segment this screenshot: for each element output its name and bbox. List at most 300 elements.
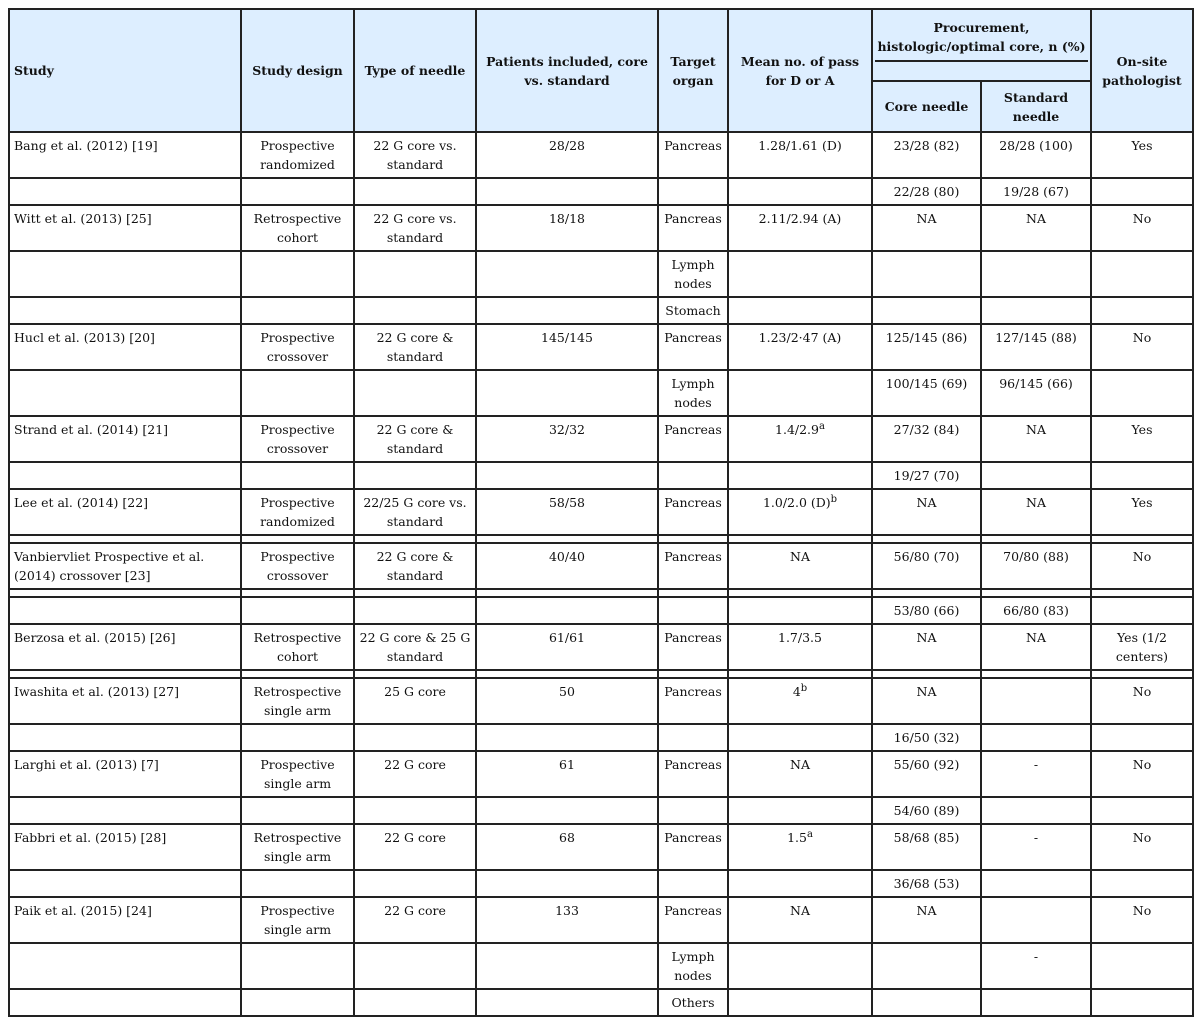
header-type-of-needle: Type of needle	[354, 9, 476, 132]
cell-standard-needle-text: NA	[1026, 211, 1046, 226]
cell-mean-passes-text: 1.5	[787, 830, 807, 845]
cell-type-of-needle-text: 22 G core & standard	[376, 549, 454, 583]
cell-target-organ-text: Pancreas	[664, 422, 722, 437]
cell-core-needle	[872, 132, 981, 178]
separator-cell	[981, 535, 1091, 543]
cell-study-design-text: Prospective crossover	[260, 549, 335, 583]
cell-target-organ-text: Pancreas	[664, 138, 722, 153]
cell-study-text: Berzosa et al. (2015) [26]	[14, 630, 176, 645]
cell-on-site-pathologist-text: No	[1132, 830, 1152, 845]
row-separator	[9, 589, 1193, 597]
table-row	[9, 870, 1193, 897]
cell-core-needle-text: 54/60 (89)	[893, 803, 960, 818]
cell-core-needle-text: 16/50 (32)	[893, 730, 960, 745]
cell-on-site-pathologist	[1091, 489, 1193, 535]
cell-on-site-pathologist	[1091, 462, 1193, 489]
cell-core-needle	[872, 897, 981, 943]
cell-target-organ-text: Pancreas	[664, 495, 722, 510]
cell-core-needle	[872, 724, 981, 751]
cell-study-design-text: Retrospective cohort	[253, 211, 342, 245]
cell-study	[9, 132, 241, 178]
cell-study-design	[241, 597, 354, 624]
cell-standard-needle	[981, 132, 1091, 178]
cell-target-organ-text: Lymph nodes	[671, 257, 715, 291]
cell-mean-passes	[728, 797, 872, 824]
cell-type-of-needle-text: 22 G core vs. standard	[373, 211, 457, 245]
cell-target-organ	[658, 489, 728, 535]
cell-study-design	[241, 678, 354, 724]
cell-mean-passes	[728, 178, 872, 205]
cell-type-of-needle	[354, 989, 476, 1016]
header-procurement	[872, 9, 1091, 81]
cell-on-site-pathologist	[1091, 251, 1193, 297]
cell-study	[9, 297, 241, 324]
cell-type-of-needle	[354, 943, 476, 989]
cell-core-needle-text: NA	[916, 211, 937, 226]
cell-core-needle	[872, 370, 981, 416]
cell-core-needle	[872, 205, 981, 251]
cell-standard-needle-text: NA	[1026, 422, 1046, 437]
cell-on-site-pathologist	[1091, 597, 1193, 624]
cell-type-of-needle-text: 22 G core vs. standard	[373, 138, 457, 172]
cell-target-organ	[658, 597, 728, 624]
cell-mean-passes	[728, 943, 872, 989]
cell-on-site-pathologist-text: Yes (1/2 centers)	[1115, 630, 1169, 664]
cell-type-of-needle	[354, 543, 476, 589]
cell-study	[9, 678, 241, 724]
cell-study-design	[241, 797, 354, 824]
row-separator	[9, 670, 1193, 678]
cell-study-text: Witt et al. (2013) [25]	[14, 211, 152, 226]
cell-study-design-text: Prospective crossover	[260, 422, 335, 456]
needle-comparison-table	[8, 8, 1194, 1017]
cell-standard-needle	[981, 870, 1091, 897]
cell-target-organ	[658, 251, 728, 297]
table-row	[9, 297, 1193, 324]
cell-study-design	[241, 943, 354, 989]
cell-standard-needle	[981, 462, 1091, 489]
cell-study	[9, 416, 241, 462]
cell-on-site-pathologist-text: No	[1132, 684, 1152, 699]
cell-core-needle	[872, 751, 981, 797]
cell-target-organ	[658, 797, 728, 824]
cell-core-needle-text: NA	[916, 903, 937, 918]
cell-standard-needle	[981, 251, 1091, 297]
cell-patients-included-text: 40/40	[548, 549, 586, 564]
cell-study-design	[241, 724, 354, 751]
cell-type-of-needle-text: 22 G core & standard	[376, 422, 454, 456]
cell-on-site-pathologist-text: No	[1132, 903, 1152, 918]
cell-standard-needle	[981, 751, 1091, 797]
cell-target-organ-text: Lymph nodes	[671, 949, 715, 983]
cell-standard-needle	[981, 597, 1091, 624]
table-row	[9, 324, 1193, 370]
header-standard-needle: Standard needle	[981, 81, 1091, 132]
cell-core-needle	[872, 251, 981, 297]
cell-patients-included	[476, 678, 658, 724]
cell-on-site-pathologist-text: Yes	[1131, 422, 1153, 437]
cell-mean-passes	[728, 597, 872, 624]
cell-core-needle	[872, 943, 981, 989]
cell-patients-included-text: 68	[559, 830, 575, 845]
cell-target-organ-text: Pancreas	[664, 903, 722, 918]
cell-patients-included	[476, 824, 658, 870]
cell-standard-needle	[981, 324, 1091, 370]
cell-on-site-pathologist	[1091, 178, 1193, 205]
cell-type-of-needle	[354, 462, 476, 489]
cell-study-design-text: Retrospective single arm	[253, 830, 342, 864]
cell-standard-needle-text: 28/28 (100)	[999, 138, 1073, 153]
cell-target-organ	[658, 132, 728, 178]
cell-study-design-text: Retrospective cohort	[253, 630, 342, 664]
cell-type-of-needle	[354, 297, 476, 324]
cell-core-needle-text: 36/68 (53)	[893, 876, 960, 891]
row-separator	[9, 535, 1193, 543]
cell-study-design	[241, 132, 354, 178]
cell-study-design-text: Prospective randomized	[260, 495, 335, 529]
cell-study	[9, 597, 241, 624]
cell-patients-included-text: 61/61	[548, 630, 586, 645]
cell-core-needle-text: 125/145 (86)	[885, 330, 968, 345]
cell-type-of-needle	[354, 178, 476, 205]
header-patients-included: Patients included, core vs. standard	[476, 9, 658, 132]
cell-target-organ	[658, 870, 728, 897]
cell-on-site-pathologist	[1091, 797, 1193, 824]
cell-study	[9, 989, 241, 1016]
cell-core-needle	[872, 678, 981, 724]
cell-core-needle-text: 19/27 (70)	[893, 468, 960, 483]
cell-mean-passes-text: 1.7/3.5	[778, 630, 822, 645]
cell-type-of-needle-text: 22 G core	[384, 830, 446, 845]
cell-target-organ-text: Pancreas	[664, 330, 722, 345]
table-row	[9, 943, 1193, 989]
cell-core-needle	[872, 416, 981, 462]
cell-core-needle	[872, 797, 981, 824]
cell-study	[9, 205, 241, 251]
separator-cell	[728, 535, 872, 543]
separator-cell	[476, 670, 658, 678]
cell-core-needle	[872, 462, 981, 489]
separator-cell	[241, 589, 354, 597]
cell-patients-included	[476, 132, 658, 178]
cell-mean-passes	[728, 989, 872, 1016]
cell-patients-included-text: 133	[555, 903, 579, 918]
cell-type-of-needle	[354, 324, 476, 370]
cell-core-needle	[872, 870, 981, 897]
footnote-marker: b	[830, 493, 838, 505]
cell-study-design	[241, 989, 354, 1016]
cell-mean-passes	[728, 251, 872, 297]
cell-patients-included-text: 28/28	[548, 138, 586, 153]
cell-study	[9, 943, 241, 989]
separator-cell	[354, 589, 476, 597]
cell-patients-included	[476, 489, 658, 535]
table-row	[9, 178, 1193, 205]
cell-study-design	[241, 751, 354, 797]
cell-study-text: Paik et al. (2015) [24]	[14, 903, 152, 918]
cell-study-design	[241, 543, 354, 589]
cell-target-organ-text: Pancreas	[664, 211, 722, 226]
cell-core-needle	[872, 989, 981, 1016]
cell-mean-passes-text: 1.23/2·47 (A)	[758, 330, 842, 345]
table-row	[9, 597, 1193, 624]
table-row	[9, 678, 1193, 724]
cell-on-site-pathologist-text: No	[1132, 757, 1152, 772]
cell-study	[9, 543, 241, 589]
separator-cell	[1091, 589, 1193, 597]
cell-target-organ-text: Lymph nodes	[671, 376, 715, 410]
table-row	[9, 205, 1193, 251]
cell-on-site-pathologist	[1091, 205, 1193, 251]
cell-core-needle	[872, 297, 981, 324]
cell-patients-included	[476, 897, 658, 943]
cell-on-site-pathologist	[1091, 897, 1193, 943]
cell-study	[9, 370, 241, 416]
cell-core-needle	[872, 324, 981, 370]
header-study-design: Study design	[241, 9, 354, 132]
cell-patients-included-text: 50	[559, 684, 575, 699]
cell-mean-passes	[728, 205, 872, 251]
cell-core-needle-text: 58/68 (85)	[893, 830, 960, 845]
cell-target-organ-text: Pancreas	[664, 830, 722, 845]
cell-core-needle	[872, 824, 981, 870]
separator-cell	[658, 535, 728, 543]
cell-study	[9, 797, 241, 824]
cell-standard-needle-text: -	[1033, 757, 1039, 772]
cell-mean-passes	[728, 678, 872, 724]
cell-study	[9, 324, 241, 370]
cell-patients-included	[476, 597, 658, 624]
footnote-marker: b	[800, 682, 808, 694]
cell-type-of-needle	[354, 678, 476, 724]
separator-cell	[9, 589, 241, 597]
cell-standard-needle	[981, 489, 1091, 535]
cell-mean-passes	[728, 624, 872, 670]
cell-on-site-pathologist-text: Yes	[1131, 495, 1153, 510]
cell-mean-passes	[728, 870, 872, 897]
cell-on-site-pathologist-text: No	[1132, 211, 1152, 226]
cell-patients-included	[476, 178, 658, 205]
cell-study-design	[241, 489, 354, 535]
cell-type-of-needle	[354, 205, 476, 251]
cell-standard-needle	[981, 205, 1091, 251]
cell-core-needle-text: 55/60 (92)	[893, 757, 960, 772]
table-header	[9, 9, 1193, 132]
cell-mean-passes-text: NA	[790, 757, 810, 772]
cell-patients-included	[476, 543, 658, 589]
cell-target-organ-text: Pancreas	[664, 684, 722, 699]
cell-target-organ	[658, 897, 728, 943]
cell-type-of-needle	[354, 597, 476, 624]
cell-patients-included-text: 32/32	[548, 422, 586, 437]
cell-target-organ	[658, 824, 728, 870]
cell-mean-passes	[728, 324, 872, 370]
cell-core-needle	[872, 597, 981, 624]
cell-type-of-needle	[354, 751, 476, 797]
cell-standard-needle	[981, 678, 1091, 724]
cell-study-design	[241, 178, 354, 205]
cell-study	[9, 178, 241, 205]
separator-cell	[981, 589, 1091, 597]
table-row	[9, 989, 1193, 1016]
cell-type-of-needle-text: 22 G core	[384, 757, 446, 772]
cell-patients-included-text: 18/18	[548, 211, 586, 226]
cell-patients-included	[476, 943, 658, 989]
cell-type-of-needle-text: 22/25 G core vs. standard	[363, 495, 467, 529]
table-row	[9, 543, 1193, 589]
cell-type-of-needle	[354, 797, 476, 824]
separator-cell	[9, 670, 241, 678]
cell-on-site-pathologist	[1091, 624, 1193, 670]
cell-patients-included	[476, 297, 658, 324]
cell-study	[9, 897, 241, 943]
cell-target-organ	[658, 751, 728, 797]
footnote-marker: a	[806, 828, 813, 840]
cell-study	[9, 751, 241, 797]
cell-on-site-pathologist	[1091, 989, 1193, 1016]
cell-patients-included	[476, 989, 658, 1016]
cell-type-of-needle-text: 22 G core	[384, 903, 446, 918]
cell-standard-needle-text: -	[1033, 830, 1039, 845]
cell-patients-included	[476, 324, 658, 370]
cell-on-site-pathologist	[1091, 943, 1193, 989]
table-row	[9, 751, 1193, 797]
cell-patients-included-text: 61	[559, 757, 575, 772]
cell-patients-included	[476, 462, 658, 489]
cell-study-text: Hucl et al. (2013) [20]	[14, 330, 155, 345]
separator-cell	[981, 670, 1091, 678]
cell-core-needle	[872, 178, 981, 205]
cell-patients-included	[476, 370, 658, 416]
cell-standard-needle	[981, 178, 1091, 205]
cell-target-organ	[658, 297, 728, 324]
cell-study-design	[241, 205, 354, 251]
cell-standard-needle-text: 66/80 (83)	[1003, 603, 1069, 618]
cell-mean-passes	[728, 897, 872, 943]
separator-cell	[241, 535, 354, 543]
cell-type-of-needle	[354, 416, 476, 462]
cell-core-needle-text: 27/32 (84)	[893, 422, 960, 437]
cell-core-needle-text: NA	[916, 630, 937, 645]
separator-cell	[9, 535, 241, 543]
cell-standard-needle	[981, 943, 1091, 989]
cell-target-organ	[658, 724, 728, 751]
cell-on-site-pathologist	[1091, 297, 1193, 324]
cell-on-site-pathologist	[1091, 824, 1193, 870]
separator-cell	[658, 670, 728, 678]
cell-on-site-pathologist	[1091, 132, 1193, 178]
cell-patients-included	[476, 751, 658, 797]
separator-cell	[354, 535, 476, 543]
header-core-needle: Core needle	[872, 81, 981, 132]
cell-standard-needle	[981, 416, 1091, 462]
cell-study-design-text: Prospective single arm	[260, 903, 335, 937]
cell-target-organ	[658, 324, 728, 370]
separator-cell	[1091, 670, 1193, 678]
cell-on-site-pathologist	[1091, 870, 1193, 897]
cell-study-design-text: Prospective single arm	[260, 757, 335, 791]
cell-standard-needle-text: 96/145 (66)	[999, 376, 1073, 391]
cell-standard-needle-text: 19/28 (67)	[1003, 184, 1069, 199]
table-row	[9, 897, 1193, 943]
cell-patients-included-text: 145/145	[541, 330, 593, 345]
cell-type-of-needle-text: 22 G core & 25 G standard	[359, 630, 471, 664]
cell-standard-needle-text: -	[1033, 949, 1039, 964]
cell-standard-needle-text: 127/145 (88)	[995, 330, 1077, 345]
cell-core-needle	[872, 489, 981, 535]
cell-on-site-pathologist	[1091, 678, 1193, 724]
cell-core-needle-text: 22/28 (80)	[893, 184, 960, 199]
cell-standard-needle	[981, 370, 1091, 416]
table-row	[9, 824, 1193, 870]
cell-study-text: Iwashita et al. (2013) [27]	[14, 684, 179, 699]
cell-target-organ-text: Pancreas	[664, 757, 722, 772]
cell-on-site-pathologist	[1091, 751, 1193, 797]
cell-type-of-needle	[354, 251, 476, 297]
cell-mean-passes	[728, 724, 872, 751]
cell-mean-passes	[728, 751, 872, 797]
cell-standard-needle-text: NA	[1026, 495, 1046, 510]
cell-mean-passes	[728, 132, 872, 178]
cell-mean-passes-text: 1.28/1.61 (D)	[758, 138, 842, 153]
cell-mean-passes	[728, 416, 872, 462]
cell-study-design-text: Prospective crossover	[260, 330, 335, 364]
cell-standard-needle	[981, 543, 1091, 589]
separator-cell	[872, 670, 981, 678]
header-on-site-pathologist: On-site pathologist	[1091, 9, 1193, 132]
cell-patients-included	[476, 205, 658, 251]
cell-mean-passes-text: 4	[792, 684, 801, 699]
cell-patients-included	[476, 251, 658, 297]
cell-on-site-pathologist	[1091, 416, 1193, 462]
cell-type-of-needle	[354, 824, 476, 870]
separator-cell	[728, 589, 872, 597]
cell-study-design	[241, 416, 354, 462]
cell-study-design	[241, 462, 354, 489]
cell-study-text: Larghi et al. (2013) [7]	[14, 757, 159, 772]
cell-type-of-needle-text: 22 G core & standard	[376, 330, 454, 364]
cell-study-design	[241, 251, 354, 297]
cell-study-text: Bang et al. (2012) [19]	[14, 138, 158, 153]
footnote-marker: a	[819, 420, 825, 432]
cell-target-organ	[658, 624, 728, 670]
separator-cell	[476, 589, 658, 597]
table-row	[9, 370, 1193, 416]
cell-on-site-pathologist-text: No	[1132, 549, 1152, 564]
cell-study-design-text: Prospective randomized	[260, 138, 335, 172]
cell-patients-included	[476, 416, 658, 462]
cell-study-design	[241, 624, 354, 670]
table-row	[9, 132, 1193, 178]
cell-mean-passes	[728, 462, 872, 489]
cell-study	[9, 251, 241, 297]
table-row	[9, 416, 1193, 462]
table-row	[9, 462, 1193, 489]
cell-study	[9, 624, 241, 670]
table-body	[9, 132, 1193, 1016]
separator-cell	[1091, 535, 1193, 543]
header-mean-passes: Mean no. of pass for D or A	[728, 9, 872, 132]
cell-patients-included	[476, 797, 658, 824]
table-row	[9, 797, 1193, 824]
cell-study	[9, 489, 241, 535]
cell-mean-passes-text: 2.11/2.94 (A)	[758, 211, 842, 226]
cell-type-of-needle	[354, 897, 476, 943]
cell-standard-needle	[981, 989, 1091, 1016]
cell-study	[9, 724, 241, 751]
cell-mean-passes-text: NA	[790, 549, 810, 564]
cell-core-needle-text: NA	[916, 684, 937, 699]
